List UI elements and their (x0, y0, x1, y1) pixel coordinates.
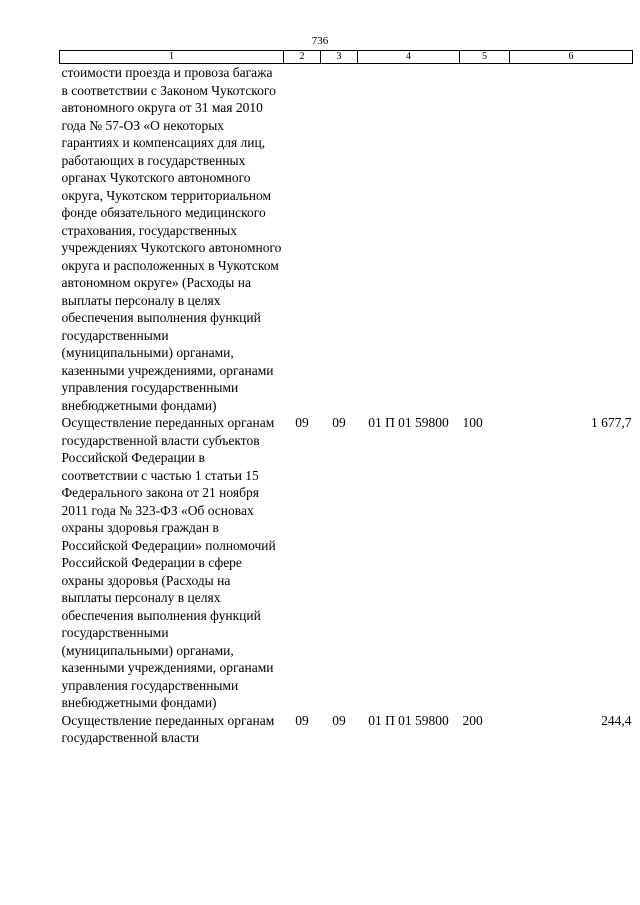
row-subsection: 09 (332, 712, 346, 728)
table-header (60, 51, 633, 64)
page-number: 736 (311, 35, 329, 47)
row-description (60, 712, 284, 747)
table-body (60, 64, 633, 747)
row-section (284, 64, 321, 415)
row-description-text: Осуществление переданных органам государственной власти субъектов Российской Федерации в соответствии с частью 1 статьи 15 Федерального закона от 21 ноября 2011 года № 323-ФЗ «Об основах охраны здоровья граждан в Российской Федерации» полномочий Российской Федерации в сфере охраны здоровья (Расходы на выплаты персоналу в целях обеспечения выполнения функций государственными (муниципальными) органами, казенными учреждениями, органами управления государственными внебюджетными фондами) (61, 415, 276, 710)
row-expense-type (460, 64, 510, 415)
column-header-1: 1 (60, 51, 284, 64)
header-row (60, 51, 633, 64)
table-row (60, 414, 633, 712)
row-section: 09 (295, 712, 309, 728)
budget-table (59, 50, 633, 747)
row-amount: 1 677,7 (591, 415, 632, 430)
row-section: 09 (295, 415, 309, 430)
table-row (60, 712, 633, 747)
row-amount: 244,4 (601, 712, 632, 728)
row-description-text: стоимости проезда и провоза багажа в соответствии с Законом Чукотского автономного округа от 31 мая 2010 года № 57-ОЗ «О некоторых гарантиях и компенсациях для лиц, работающих в государственных органах Чукотского автономного округа, Чукотском территориальном фонде обязательного медицинского страхования, государственных учреждениях Чукотского автономного округа и расположенных в Чукотском автономном округе» (Расходы на выплаты персоналу в целях обеспечения выполнения функций государственными (муниципальными) органами, казенными учреждениями, органами управления государственными внебюджетными фондами) (61, 65, 282, 413)
row-target-article (358, 64, 460, 415)
column-header-5: 5 (460, 51, 510, 64)
row-target-article: 01 П 01 59800 (368, 712, 449, 728)
row-amount (510, 64, 633, 415)
row-subsection (321, 64, 358, 415)
row-expense-type: 200 (462, 712, 483, 728)
row-subsection: 09 (332, 415, 346, 430)
row-target-article: 01 П 01 59800 (368, 415, 449, 430)
column-header-6: 6 (510, 51, 633, 64)
column-header-4: 4 (358, 51, 460, 64)
row-description-text: Осуществление переданных органам государственной власти (61, 712, 275, 745)
row-description (60, 414, 284, 712)
row-description (60, 64, 284, 415)
column-header-3: 3 (321, 51, 358, 64)
table-row (60, 64, 633, 415)
row-expense-type: 100 (462, 415, 483, 430)
column-header-2: 2 (284, 51, 321, 64)
